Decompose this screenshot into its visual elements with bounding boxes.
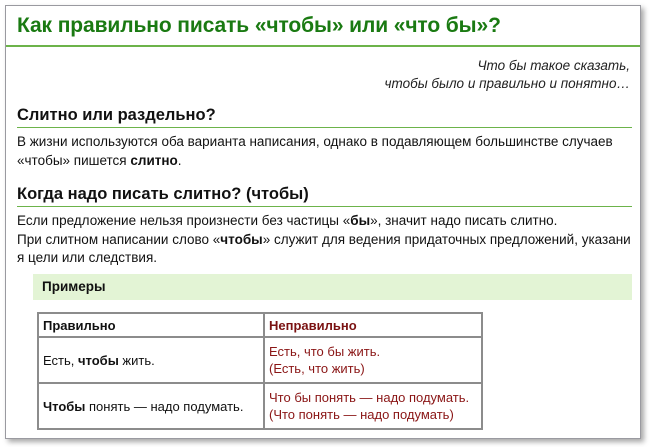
section1-text-bold: слитно	[130, 152, 178, 168]
examples-table	[37, 312, 483, 430]
section2-line2-a: При слитном написании слово «	[17, 231, 221, 247]
wrong-cell	[264, 337, 482, 383]
wrong-text-2: (Есть, что жить)	[269, 361, 365, 376]
section1-text	[17, 133, 632, 170]
section-divider-2	[17, 206, 632, 207]
wrong-cell	[264, 383, 482, 429]
table-row	[38, 383, 482, 429]
section2-text	[17, 212, 632, 268]
article-frame	[5, 5, 641, 439]
section2-line2-bold: чтобы	[220, 231, 263, 247]
correct-text-bold: чтобы	[77, 352, 119, 368]
section2-line-2	[17, 231, 632, 268]
correct-text-b: понять — надо подумать.	[85, 398, 244, 414]
section1-text-a: В жизни используются оба варианта написания, однако в подавляющем большинстве случаев «чтобы» пишется	[17, 134, 613, 168]
wrong-text-1: Есть, что бы жить.	[269, 344, 381, 359]
title-divider	[6, 45, 640, 47]
examples-header: Примеры	[33, 274, 632, 300]
section-divider-1	[17, 127, 632, 128]
table-row	[38, 337, 482, 383]
epigraph	[385, 57, 630, 93]
column-header-wrong: Неправильно	[264, 313, 482, 337]
epigraph-line-1: Что бы такое сказать,	[477, 58, 630, 73]
section-heading-together: Когда надо писать слитно? (чтобы)	[17, 185, 309, 203]
correct-text-a: Есть,	[43, 352, 78, 368]
section2-line1-a: Если предложение нельзя произнести без частицы «	[17, 213, 351, 228]
section-heading-separate: Слитно или раздельно?	[17, 106, 216, 124]
section1-text-end: .	[177, 152, 182, 168]
section2-line1-b: », значит надо писать слитно.	[370, 213, 558, 228]
correct-cell	[38, 337, 264, 383]
correct-cell	[38, 383, 264, 429]
table-header-row	[38, 313, 482, 337]
page-title: Как правильно писать «чтобы» или «что бы»?	[17, 14, 501, 37]
wrong-text-2: (Что понять — надо подумать)	[269, 407, 454, 422]
wrong-text-1: Что бы понять — надо подумать.	[269, 390, 470, 405]
correct-text-b: жить.	[118, 352, 155, 368]
column-header-correct: Правильно	[38, 313, 264, 337]
section2-line-1	[17, 212, 632, 231]
correct-text-bold: Чтобы	[43, 398, 86, 414]
epigraph-line-2: чтобы было и правильно и понятно…	[384, 76, 630, 91]
section2-line1-bold: бы	[350, 213, 371, 228]
section2-line2-b: » служит для ведения придаточных предложений, указани я цели или следствия.	[17, 231, 631, 265]
